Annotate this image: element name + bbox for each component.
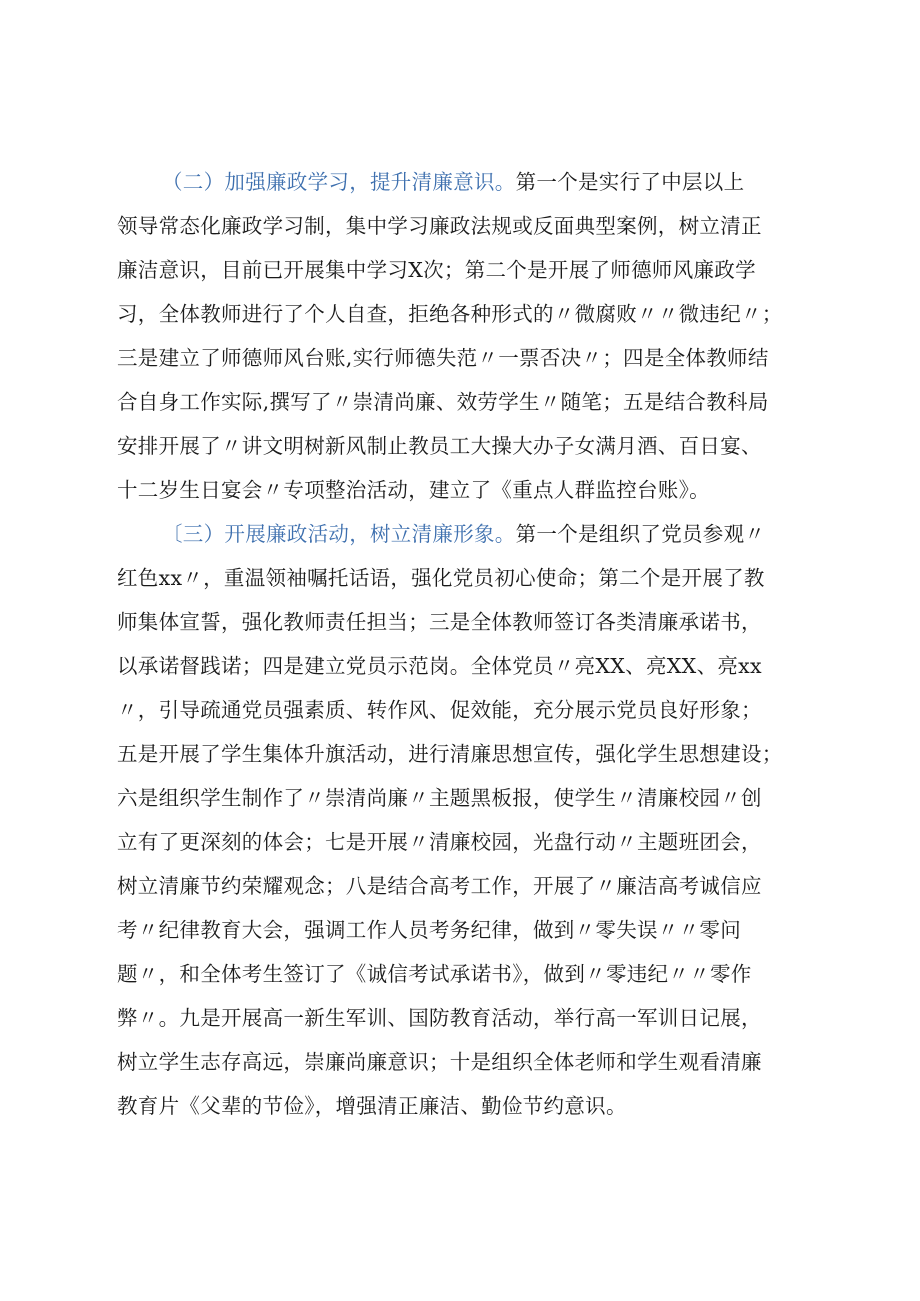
paragraph-line: 第一个是实行了中层以上 [515, 170, 745, 194]
paragraph-line: 领导常态化廉政学习制，集中学习廉政法规或反面典型案例，树立清正 [117, 214, 762, 238]
paragraph-line: 师集体宣誓，强化教师责任担当；三是全体教师签订各类清廉承诺书， [117, 610, 762, 634]
paragraph-line: 题〃，和全体考生签订了《诚信考试承诺书》，做到〃零违纪〃〃零作 [117, 962, 752, 986]
paragraph-line: 安排开展了〃讲文明树新风制止教员工大操大办子女满月酒、百日宴、 [117, 434, 762, 458]
section-2-heading: （二）加强廉政学习，提升清廉意识。 [162, 170, 516, 194]
paragraph-line: 习，全体教师进行了个人自查，拒绝各种形式的〃微腐败〃〃微违纪〃； [117, 302, 783, 326]
paragraph-line: 教育片《父辈的节俭》，增强清正廉洁、勤俭节约意识。 [117, 1094, 627, 1118]
section-3-heading: 〔三）开展廉政活动，树立清廉形象。 [162, 522, 516, 546]
paragraph-line: 立有了更深刻的体会；七是开展〃清廉校园，光盘行动〃主题班团会， [117, 830, 762, 854]
section-2-first-line [162, 160, 862, 204]
paragraph-line: 〃，引导疏通党员强素质、转作风、促效能，充分展示党员良好形象； [117, 698, 762, 722]
section-3-first-line [162, 512, 862, 556]
paragraph-line: 六是组织学生制作了〃崇清尚廉〃主题黑板报，使学生〃清廉校园〃创 [117, 786, 762, 810]
paragraph-line: 弊〃。九是开展高一新生军训、国防教育活动，举行高一军训日记展， [117, 1006, 762, 1030]
paragraph-line: 第一个是组织了党员参观〃 [515, 522, 766, 546]
paragraph-line: 五是开展了学生集体升旗活动，进行清廉思想宣传，强化学生思想建设； [117, 742, 783, 766]
paragraph-line: 红色xx〃，重温领袖嘱托话语，强化党员初心使命；第二个是开展了教 [117, 566, 765, 590]
paragraph-line: 合自身工作实际,撰写了〃崇清尚廉、效劳学生〃随笔；五是结合教科局 [117, 390, 769, 414]
paragraph-line: 三是建立了师德师风台账,实行师德失范〃一票否决〃；四是全体教师结 [117, 346, 769, 370]
paragraph-line: 树立清廉节约荣耀观念；八是结合高考工作，开展了〃廉洁高考诚信应 [117, 874, 762, 898]
paragraph-line: 以承诺督践诺；四是建立党员示范岗。全体党员〃亮XX、亮XX、亮xx [117, 654, 762, 678]
paragraph-line: 廉洁意识，目前已开展集中学习X次；第二个是开展了师德师风廉政学 [117, 258, 756, 282]
paragraph-line: 树立学生志存高远，崇廉尚廉意识；十是组织全体老师和学生观看清廉 [117, 1050, 762, 1074]
paragraph-line: 十二岁生日宴会〃专项整治活动，建立了《重点人群监控台账》。 [117, 478, 710, 502]
paragraph-line: 考〃纪律教育大会，强调工作人员考务纪律，做到〃零失误〃〃零问 [117, 918, 741, 942]
